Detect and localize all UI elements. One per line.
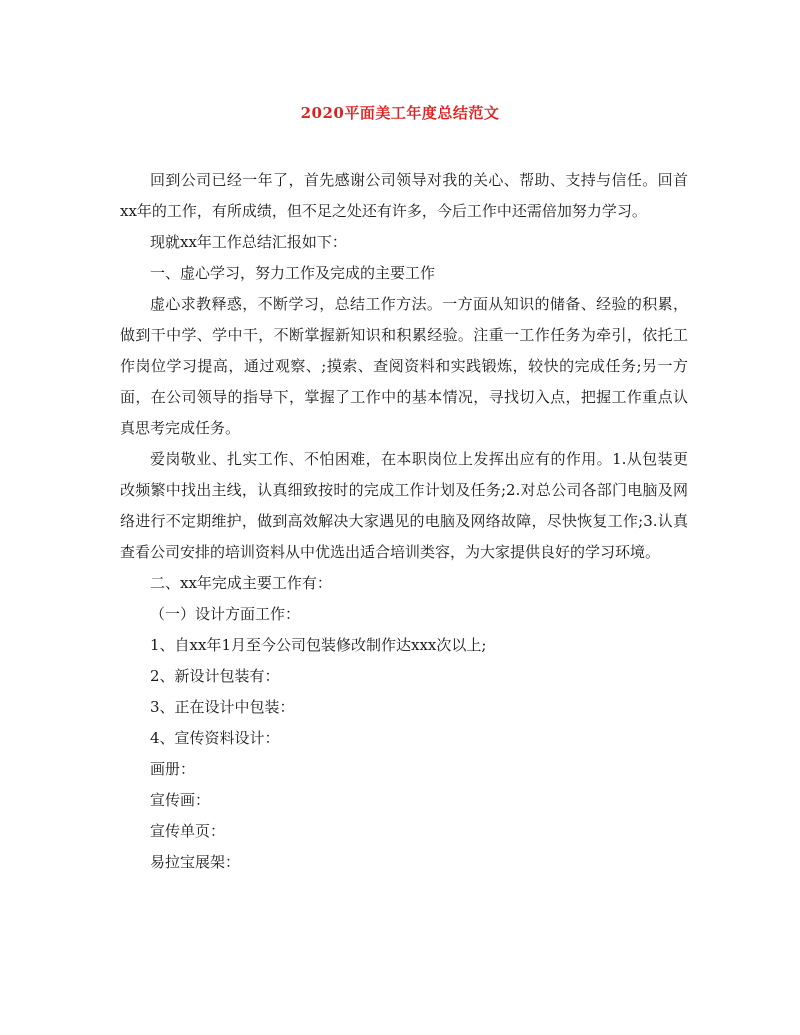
section-heading-1: 一、虚心学习，努力工作及完成的主要工作 bbox=[150, 264, 436, 282]
item-poster: 宣传画： bbox=[150, 791, 211, 809]
list-item-4: 4、宣传资料设计： bbox=[150, 729, 280, 747]
paragraph-intro: 回到公司已经一年了，首先感谢公司领导对我的关心、帮助、支持与信任。回首xx年的工作，有所成绩，但不足之处还有许多，今后工作中还需倍加努力学习。 bbox=[120, 171, 688, 220]
item-rollup-stand: 易拉宝展架： bbox=[150, 853, 241, 871]
paragraph-dedication: 爱岗敬业、扎实工作、不怕困难，在本职岗位上发挥出应有的作用。1.从包装更改频繁中找出主线，认真细致按时的完成工作计划及任务;2.对总公司各部门电脑及网络进行不定期维护，做到高效解决大家遇见的电脑及网络故障，尽快恢复工作;3.认真查看公司安排的培训资料从中优选出适合培训类容，为大家提供良好的学习环境。 bbox=[120, 450, 688, 561]
subsection-heading-design: （一）设计方面工作： bbox=[150, 605, 301, 623]
document-title: 2020平面美工年度总结范文 bbox=[300, 104, 500, 122]
item-flyer: 宣传单页： bbox=[150, 822, 226, 840]
section-heading-2: 二、xx年完成主要工作有： bbox=[150, 574, 332, 592]
list-item-2: 2、新设计包装有： bbox=[150, 667, 280, 685]
item-brochure: 画册： bbox=[150, 760, 196, 778]
list-item-1: 1、自xx年1月至今公司包装修改制作达xxx次以上; bbox=[150, 636, 487, 654]
document-body bbox=[120, 165, 688, 878]
paragraph-report-lead: 现就xx年工作总结汇报如下： bbox=[150, 233, 347, 251]
list-item-3: 3、正在设计中包装： bbox=[150, 698, 295, 716]
paragraph-learning: 虚心求教释惑，不断学习，总结工作方法。一方面从知识的储备、经验的积累，做到干中学、学中干，不断掌握新知识和积累经验。注重一工作任务为牵引，依托工作岗位学习提高，通过观察、;摸索、查阅资料和实践锻炼，较快的完成任务;另一方面，在公司领导的指导下，掌握了工作中的基本情况，寻找切入点，把握工作重点认真思考完成任务。 bbox=[120, 295, 688, 437]
